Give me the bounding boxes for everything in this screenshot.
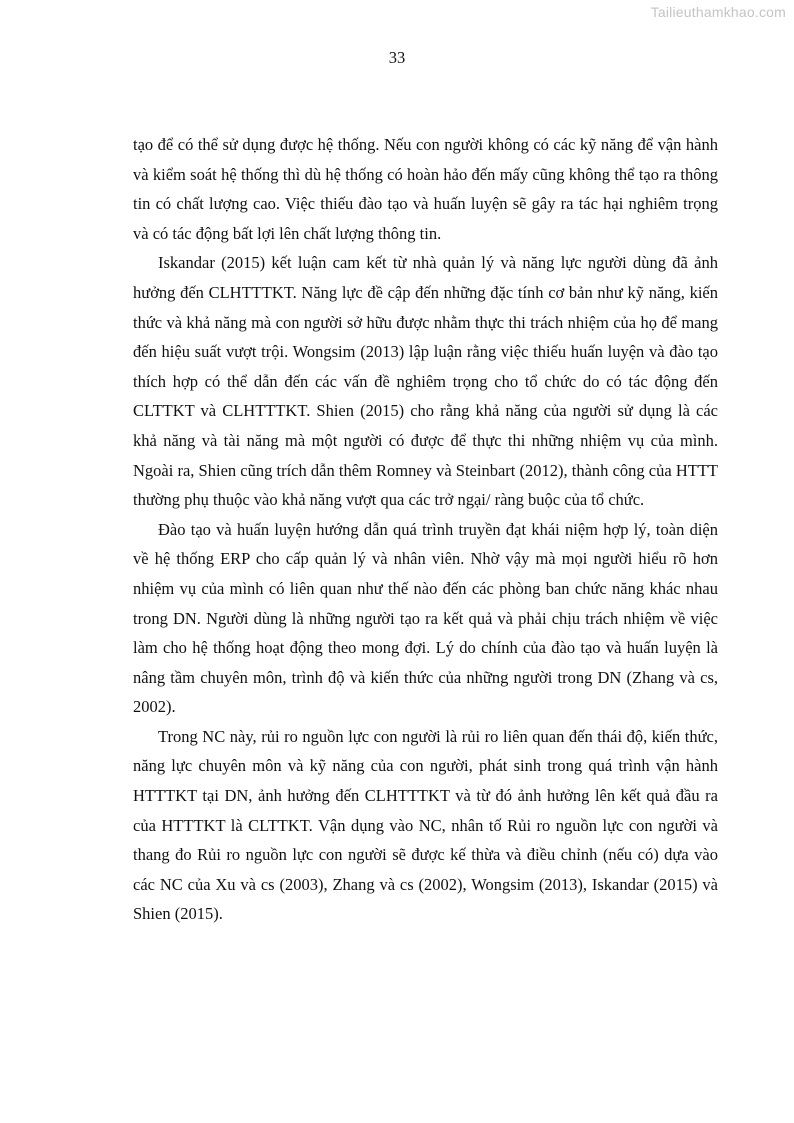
page-number: 33 [388, 48, 406, 67]
paragraph-training: Đào tạo và huấn luyện hướng dẫn quá trình truyền đạt khái niệm hợp lý, toàn diện về hệ thống ERP cho cấp quản lý và nhân viên. Nhờ vậy mà mọi người hiểu rõ hơn nhiệm vụ của mình có liên quan như thế nào đến các phòng ban chức năng khác nhau trong DN. Người dùng là những người tạo ra kết quả và phải chịu trách nhiệm về việc làm cho hệ thống hoạt động theo mong đợi. Lý do chính của đào tạo và huấn luyện là nâng tầm chuyên môn, trình độ và kiến thức của những người trong DN (Zhang và cs, 2002). [133, 519, 718, 717]
watermark: Tailieuthamkhao.com [650, 4, 786, 20]
paragraph-iskandar: Iskandar (2015) kết luận cam kết từ nhà quản lý và năng lực người dùng đã ảnh hưởng đến CLHTTTKT. Năng lực đề cập đến những đặc tính cơ bản như kỹ năng, kiến thức và khả năng mà con người sở hữu được nhằm thực thi trách nhiệm của họ để mang đến hiệu suất vượt trội. Wongsim (2013) lập luận rằng việc thiếu huấn luyện và đào tạo thích hợp có thể dẫn đến các vấn đề nghiêm trọng cho tổ chức do có tác động đến CLTTKT và CLHTTTKT. Shien (2015) cho rằng khả năng của người sử dụng là các khả năng và tài năng mà một người có được để thực thi những nhiệm vụ của mình. Ngoài ra, Shien cũng trích dẫn thêm Romney và Steinbart (2012), thành công của HTTT thường phụ thuộc vào khả năng vượt qua các trở ngại/ ràng buộc của tổ chức. [133, 253, 718, 510]
paragraph-continuation: tạo để có thể sử dụng được hệ thống. Nếu con người không có các kỹ năng để vận hành và kiểm soát hệ thống thì dù hệ thống có hoàn hảo đến mấy cũng không thể tạo ra thông tin có chất lượng cao. Việc thiếu đào tạo và huấn luyện sẽ gây ra tác hại nghiêm trọng và có tác động bất lợi lên chất lượng thông tin. [133, 135, 718, 243]
paragraph-human-resource-risk: Trong NC này, rủi ro nguồn lực con người là rủi ro liên quan đến thái độ, kiến thức, năng lực chuyên môn và kỹ năng của con người, phát sinh trong quá trình vận hành HTTTKT tại DN, ảnh hưởng đến CLHTTTKT và từ đó ảnh hưởng lên kết quả đầu ra của HTTTKT là CLTTKT. Vận dụng vào NC, nhân tố Rủi ro nguồn lực con người và thang đo Rủi ro nguồn lực con người sẽ được kế thừa và điều chỉnh (nếu có) dựa vào các NC của Xu và cs (2003), Zhang và cs (2002), Wongsim (2013), Iskandar (2015) và Shien (2015). [133, 726, 718, 924]
body-text [133, 130, 718, 929]
